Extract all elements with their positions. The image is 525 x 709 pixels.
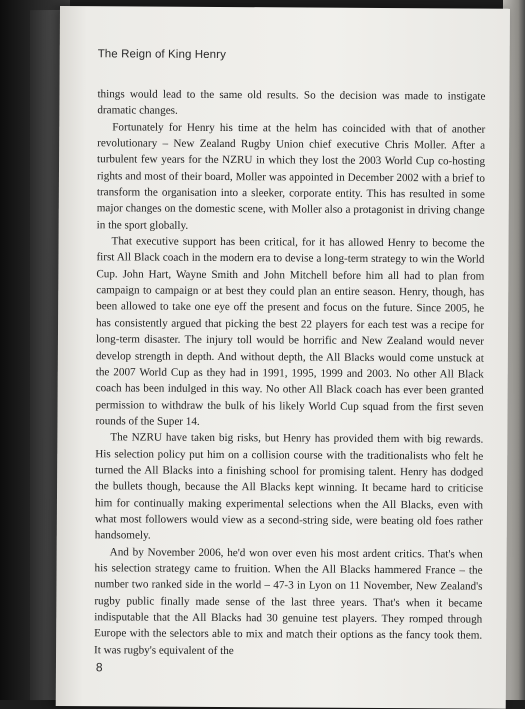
book-page	[56, 6, 510, 709]
paragraph: Fortunately for Henry his time at the helm has coincided with that of another revolutionary – New Zealand Rugby Union chief executive Chris Moller. After a turbulent few years for the NZRU in which they lost the 2003 World Cup co-hosting rights and most of their board, Moller was appointed in December 2002 with a brief to transform the organisation into a sleeker, corporate entity. This has resulted in some major changes on the domestic scene, with Moller also a protagonist in driving change in the sport globally.	[96, 121, 486, 232]
paragraph: That executive support has been critical, for it has allowed Henry to become the first All Black coach in the modern era to devise a long-term strategy to win the World Cup. John Hart, Wayne Smith and John Mitchell before him all had to plan from campaign to campaign or at best they could plan an entire season. Henry, though, has been allowed to take one eye off the present and focus on the future. Since 2005, he has consistently argued that picking the best 22 players for each test was a recipe for long-term disaster. The injury toll would be horrific and New Zealand would never develop strength in depth. And without depth, the All Blacks would come unstuck at the 2007 World Cup as they had in 1991, 1995, 1999 and 2003. No other All Black coach has been indulged in this way. No other All Black coach has ever been granted permission to withdraw the bulk of his likely World Cup squad from the first seven rounds of the Super 14.	[95, 235, 485, 428]
running-head: The Reign of King Henry	[97, 48, 226, 62]
paragraph: And by November 2006, he'd won over even his most ardent critics. That's when his selection strategy came to fruition. When the All Blacks hammered France – the number two ranked side in the world – 47-3 in Lyon on 11 November, New Zealand's rugby public finally made sense of the last three years. That's when it became indisputable that the All Blacks had 30 genuine test players. They romped through Europe with the selectors able to mix and match their options as the fancy took them. It was rugby's equivalent of the	[94, 545, 483, 657]
paragraph: The NZRU have taken big risks, but Henry has provided them with big rewards. His selection policy put him on a collision course with the traditionalists who felt he turned the All Blacks into a finishing school for promising talent. Henry has dodged the bullets though, because the All Blacks kept winning. It became hard to criticise him for continually making experimental selections when the All Blacks, even with what most followers would view as a second-string side, were beating old foes rather handsomely.	[94, 431, 484, 542]
paragraph: things would lead to the same old results. So the decision was made to instigate dramatic changes.	[97, 88, 486, 118]
page-number: 8	[95, 660, 103, 675]
body-text	[94, 86, 485, 660]
